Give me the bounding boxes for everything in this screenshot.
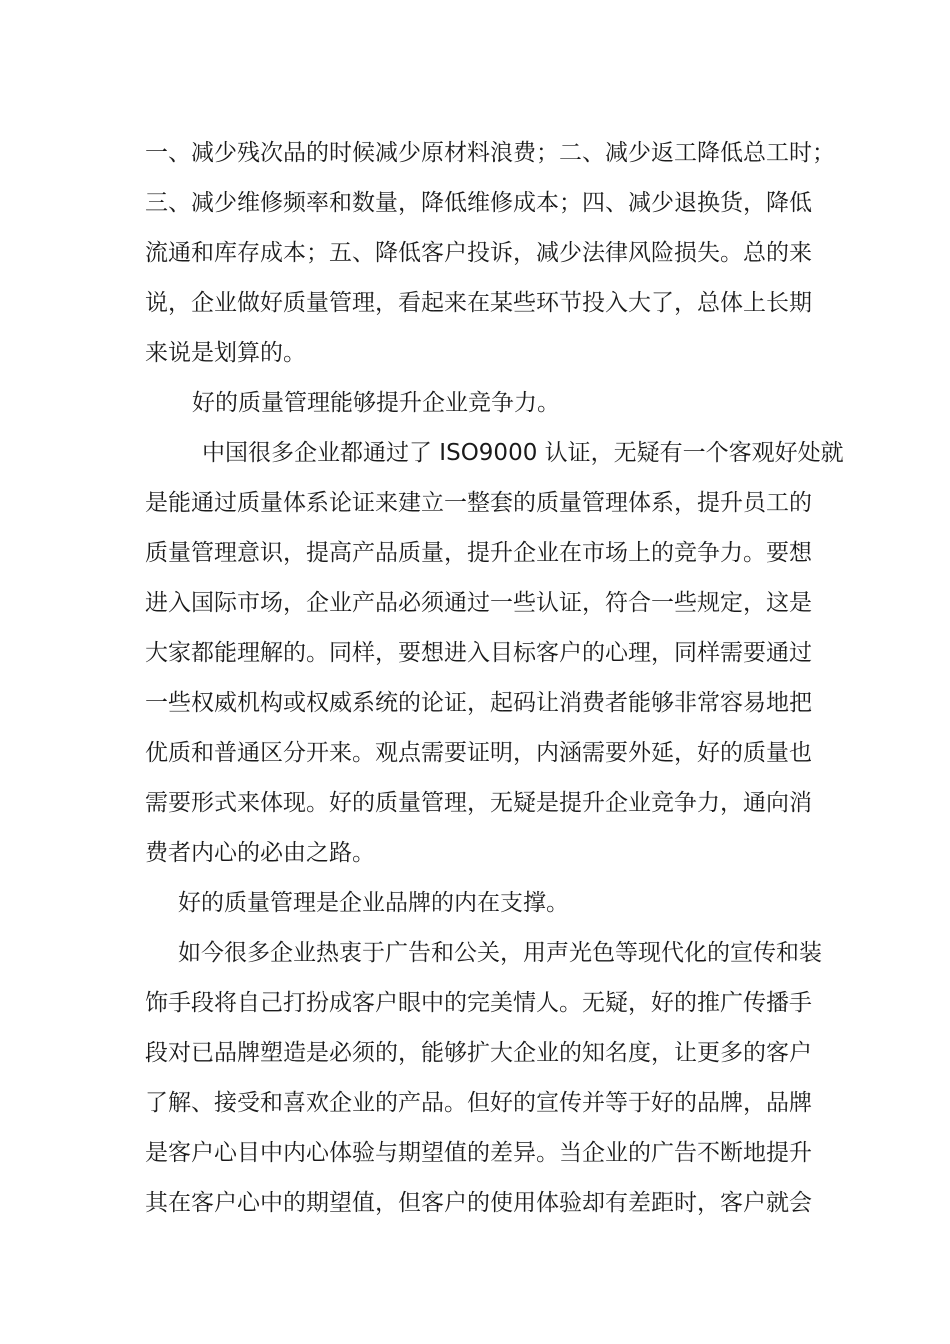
paragraph-3-line-3: 质量管理意识，提高产品质量，提升企业在市场上的竞争力。要想 [145,540,812,566]
paragraph-5-line-1: 如今很多企业热衷于广告和公关，用声光色等现代化的宣传和装 [178,940,822,966]
paragraph-4-line-1: 好的质量管理是企业品牌的内在支撑。 [178,890,569,916]
paragraph-5-line-4: 了解、接受和喜欢企业的产品。但好的宣传并等于好的品牌，品牌 [145,1090,812,1116]
paragraph-1-line-2: 三、减少维修频率和数量，降低维修成本；四、减少退换货，降低 [145,190,812,216]
paragraph-2-line-1: 好的质量管理能够提升企业竞争力。 [192,390,560,416]
paragraph-5-line-2: 饰手段将自己打扮成客户眼中的完美情人。无疑，好的推广传播手 [145,990,812,1016]
paragraph-1-line-1: 一、减少残次品的时候减少原材料浪费；二、减少返工降低总工时； [145,140,835,166]
paragraph-3-line-9: 费者内心的必由之路。 [145,840,375,866]
paragraph-3-line-6: 一些权威机构或权威系统的论证，起码让消费者能够非常容易地把 [145,690,812,716]
paragraph-5-line-3: 段对已品牌塑造是必须的，能够扩大企业的知名度，让更多的客户 [145,1040,812,1066]
paragraph-3-line-2: 是能通过质量体系论证来建立一整套的质量管理体系，提升员工的 [145,490,812,516]
paragraph-1-line-3: 流通和库存成本；五、降低客户投诉，减少法律风险损失。总的来 [145,240,812,266]
paragraph-3-line-7: 优质和普通区分开来。观点需要证明，内涵需要外延，好的质量也 [145,740,812,766]
paragraph-5-line-6: 其在客户心中的期望值，但客户的使用体验却有差距时，客户就会 [145,1190,812,1216]
paragraph-3-line-4: 进入国际市场，企业产品必须通过一些认证，符合一些规定，这是 [145,590,812,616]
paragraph-3-line-1: 中国很多企业都通过了 ISO9000 认证，无疑有一个客观好处就 [202,440,844,466]
paragraph-3-line-5: 大家都能理解的。同样，要想进入目标客户的心理，同样需要通过 [145,640,812,666]
paragraph-1-line-5: 来说是划算的。 [145,340,306,366]
paragraph-1-line-4: 说，企业做好质量管理，看起来在某些环节投入大了，总体上长期 [145,290,812,316]
paragraph-3-line-8: 需要形式来体现。好的质量管理，无疑是提升企业竞争力，通向消 [145,790,812,816]
paragraph-5-line-5: 是客户心目中内心体验与期望值的差异。当企业的广告不断地提升 [145,1140,812,1166]
